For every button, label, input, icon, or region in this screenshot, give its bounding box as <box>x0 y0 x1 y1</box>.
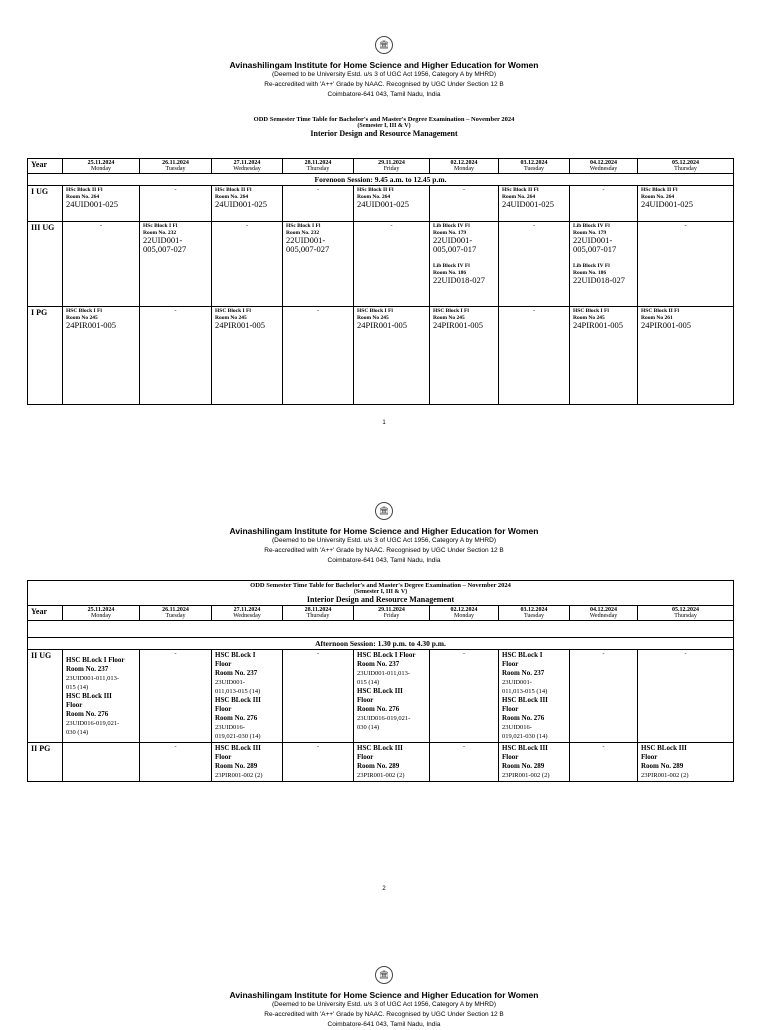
day-label: Monday <box>91 166 111 172</box>
department-name: Interior Design and Resource Management <box>306 595 455 604</box>
venue-line: Room No. 289 <box>215 762 258 770</box>
register-range: 22UID001- <box>286 235 326 245</box>
session-label: Afternoon Session: 1.30 p.m. to 4.30 p.m. <box>28 638 734 650</box>
date-header <box>63 606 140 621</box>
date-label: 05.12.2024 <box>672 160 699 166</box>
day-label: Thursday <box>674 613 697 619</box>
date-header-row <box>28 159 734 174</box>
venue-line: HSC BLock III <box>66 692 112 700</box>
register-range: 005,007-027 <box>143 244 187 254</box>
date-label: 26.11.2024 <box>162 160 189 166</box>
exam-slot <box>212 186 283 222</box>
register-range: 24PIR001-005 <box>215 320 266 330</box>
venue-line: Room No. 289 <box>357 762 400 770</box>
empty-slot: - <box>283 743 354 782</box>
empty-slot: - <box>140 650 212 743</box>
institute-logo-icon: 🏛 <box>375 502 393 520</box>
date-label: 04.12.2024 <box>590 607 617 613</box>
date-label: 25.11.2024 <box>87 607 115 613</box>
date-header <box>638 159 734 174</box>
register-range: 24PIR001-005 <box>573 320 624 330</box>
venue-line: Room No 245 <box>66 314 98 321</box>
empty-slot: - <box>283 186 354 222</box>
institute-line-3: Coimbatore-641 043, Tamil Nadu, India <box>327 91 441 98</box>
register-range: 22UID001- <box>573 235 613 245</box>
register-range: 23UID001-011,013- <box>357 670 411 677</box>
register-range: 24PIR001-005 <box>357 320 408 330</box>
exam-slot <box>499 743 570 782</box>
venue-line: HSC BLock I <box>215 651 256 659</box>
day-label: Monday <box>91 613 111 619</box>
forenoon-timetable <box>27 158 734 405</box>
venue-line: Room No. 237 <box>357 660 400 668</box>
date-header <box>430 606 499 621</box>
empty-slot: - <box>354 222 430 307</box>
exam-slot <box>212 307 283 405</box>
venue-line: Lib Block IV Fl <box>433 263 470 269</box>
exam-semester: (Semester I, III & V) <box>357 123 411 129</box>
date-label: 29.11.2024 <box>378 160 405 166</box>
exam-slot <box>638 307 734 405</box>
register-range: 005,007-017 <box>573 244 617 254</box>
venue-line: Room No. 289 <box>502 762 545 770</box>
venue-line: Lib Block IV Fl <box>573 263 610 269</box>
date-header <box>212 606 283 621</box>
register-range: 019,021-030 (14) <box>215 733 261 740</box>
institute-logo-icon: 🏛 <box>375 966 393 984</box>
exam-slot <box>354 186 430 222</box>
year-cell: II UG <box>28 650 63 743</box>
register-range: 22UID018-027 <box>433 275 485 285</box>
department-name: Interior Design and Resource Management <box>310 129 458 138</box>
institute-line-3: Coimbatore-641 043, Tamil Nadu, India <box>327 1021 441 1028</box>
table-row <box>28 743 734 782</box>
exam-title: ODD Semester Time Table for Bachelor's and Master's Degree Examination – November 2024 <box>250 582 511 589</box>
empty-slot: - <box>140 307 212 405</box>
date-label: 28.11.2024 <box>304 160 332 166</box>
day-label: Wednesday <box>589 166 618 172</box>
day-label: Thursday <box>674 166 697 172</box>
venue-line: Lib Block IV Fl <box>433 223 470 229</box>
empty-slot: - <box>430 650 499 743</box>
exam-slot <box>354 743 430 782</box>
venue-line: HSc Block II Fl <box>215 187 252 193</box>
register-range: 24UID001-025 <box>641 199 693 209</box>
exam-title: ODD Semester Time Table for Bachelor's and Master's Degree Examination – November 2024 <box>253 116 515 123</box>
venue-line: HSc Block II Fl <box>66 187 103 193</box>
institute-line-2: Re-accredited with 'A++' Grade by NAAC. Recognised by UGC Under Section 12 B <box>264 1011 504 1018</box>
date-header <box>212 159 283 174</box>
venue-line: Floor <box>215 753 232 761</box>
empty-slot: - <box>570 186 638 222</box>
venue-line: Room No. 237 <box>215 669 258 677</box>
empty-slot: - <box>140 743 212 782</box>
register-range: 015 (14) <box>357 679 380 686</box>
venue-line: Room No 245 <box>215 314 247 321</box>
table-row <box>28 650 734 743</box>
day-label: Tuesday <box>523 166 545 172</box>
date-label: 26.11.2024 <box>162 607 189 613</box>
venue-line: Floor <box>502 660 519 668</box>
venue-line: HSC Block I Fl <box>573 308 609 314</box>
date-header-row <box>28 606 734 621</box>
venue-line: HSC BLock I <box>502 651 543 659</box>
institute-line-1: (Deemed to be University Estd. u/s 3 of UGC Act 1956, Category A by MHRD) <box>272 1001 496 1008</box>
date-header <box>354 159 430 174</box>
table-row <box>28 307 734 405</box>
day-label: Thursday <box>306 613 330 619</box>
register-range: 011,013-015 (14) <box>215 688 261 695</box>
year-header: Year <box>28 159 63 174</box>
empty-slot: - <box>430 186 499 222</box>
venue-line: Floor <box>357 696 374 704</box>
table-row <box>28 186 734 222</box>
register-range: 005,007-027 <box>286 244 330 254</box>
venue-line: HSC BLock I Floor <box>66 656 125 664</box>
venue-line: HSC BLock III <box>215 744 261 752</box>
exam-slot <box>354 307 430 405</box>
session-row <box>28 638 734 650</box>
day-label: Monday <box>454 613 474 619</box>
date-label: 05.12.2024 <box>672 607 700 613</box>
venue-line: HSc Block II Fl <box>641 187 678 193</box>
venue-line: Room No 245 <box>573 314 605 321</box>
venue-line: Room No. 264 <box>215 193 249 200</box>
exam-slot <box>499 650 570 743</box>
day-label: Tuesday <box>165 166 186 172</box>
empty-slot: - <box>499 222 570 307</box>
session-row <box>28 174 734 186</box>
year-header: Year <box>28 606 63 621</box>
date-header <box>63 159 140 174</box>
date-label: 29.11.2024 <box>378 607 405 613</box>
exam-slot <box>212 650 283 743</box>
register-range: 23UID016-019,021- <box>357 715 411 722</box>
empty-slot: - <box>570 650 638 743</box>
spacer <box>573 254 634 263</box>
venue-line: HSc Block I Fl <box>286 223 321 229</box>
date-header <box>140 159 212 174</box>
venue-line: Room No. 264 <box>641 193 675 200</box>
exam-slot <box>63 650 140 743</box>
date-label: 02.12.2024 <box>450 607 478 613</box>
date-header <box>499 606 570 621</box>
register-range: 22UID001- <box>433 235 473 245</box>
date-label: 04.12.2024 <box>590 160 617 166</box>
day-label: Wednesday <box>233 613 261 619</box>
title-cell <box>28 581 734 606</box>
empty-slot: - <box>283 307 354 405</box>
institute-name: Avinashilingam Institute for Home Science and Higher Education for Women <box>229 526 539 536</box>
venue-line: HSC Block I Fl <box>357 308 393 314</box>
venue-line: Room No. 276 <box>215 714 258 722</box>
exam-slot <box>430 307 499 405</box>
date-header <box>430 159 499 174</box>
venue-line: Floor <box>215 705 232 713</box>
register-range: 24PIR001-005 <box>66 320 117 330</box>
afternoon-timetable <box>27 580 734 782</box>
register-range: 23PIR001-002 (2) <box>357 772 405 779</box>
venue-line: HSC Block I Fl <box>66 308 102 314</box>
register-range: 23UID016- <box>502 724 532 731</box>
venue-line: Room No 245 <box>433 314 465 321</box>
institute-logo-icon: 🏛 <box>375 36 393 54</box>
exam-slot <box>63 186 140 222</box>
spacer <box>433 254 495 263</box>
title-row <box>28 581 734 606</box>
venue-line: Room No. 232 <box>286 229 320 236</box>
register-range: 24PIR001-005 <box>641 320 692 330</box>
empty-slot: - <box>499 307 570 405</box>
page-1-header <box>0 36 768 100</box>
empty-slot: - <box>430 743 499 782</box>
day-label: Thursday <box>306 166 330 172</box>
empty-slot: - <box>570 743 638 782</box>
institute-line-2: Re-accredited with 'A++' Grade by NAAC. Recognised by UGC Under Section 12 B <box>264 81 504 88</box>
exam-slot <box>140 222 212 307</box>
venue-line: Room No. 179 <box>573 229 607 236</box>
date-label: 03.12.2024 <box>520 607 548 613</box>
page-number: 1 <box>382 420 386 426</box>
register-range: 22UID018-027 <box>573 275 625 285</box>
register-range: 030 (14) <box>66 729 89 736</box>
venue-line: Floor <box>66 701 83 709</box>
date-label: 27.11.2024 <box>233 607 261 613</box>
venue-line: Room No 245 <box>357 314 389 321</box>
institute-line-3: Coimbatore-641 043, Tamil Nadu, India <box>327 557 441 564</box>
venue-line: Room No. 264 <box>502 193 536 200</box>
institute-name: Avinashilingam Institute for Home Science and Higher Education for Women <box>229 990 539 1000</box>
empty-slot: - <box>283 650 354 743</box>
venue-line: Room No. 276 <box>66 710 109 718</box>
date-header <box>140 606 212 621</box>
venue-line: HSC Block I Fl <box>215 308 251 314</box>
venue-line: HSC Block I Fl <box>433 308 469 314</box>
venue-line: Room No 261 <box>641 314 673 321</box>
empty-slot: - <box>638 650 734 743</box>
exam-slot <box>283 222 354 307</box>
venue-line: HSc Block I Fl <box>143 223 178 229</box>
date-header <box>638 606 734 621</box>
institute-line-1: (Deemed to be University Estd. u/s 3 of UGC Act 1956, Category A by MHRD) <box>272 537 496 544</box>
register-range: 23PIR001-002 (2) <box>641 772 689 779</box>
register-range: 22UID001- <box>143 235 183 245</box>
year-cell: II PG <box>28 743 63 782</box>
register-range: 24UID001-025 <box>66 199 118 209</box>
empty-slot: - <box>638 222 734 307</box>
register-range: 011,013-015 (14) <box>502 688 548 695</box>
day-label: Friday <box>383 166 400 172</box>
day-label: Monday <box>454 166 474 172</box>
date-label: 28.11.2024 <box>304 607 332 613</box>
venue-line: Lib Block IV Fl <box>573 223 610 229</box>
exam-slot <box>638 186 734 222</box>
venue-line: HSC BLock III <box>502 696 548 704</box>
exam-slot <box>430 222 499 307</box>
register-range: 23UID001- <box>215 679 245 686</box>
register-range: 23PIR001-002 (2) <box>502 772 550 779</box>
venue-line: Room No. 237 <box>66 665 109 673</box>
exam-slot <box>638 743 734 782</box>
register-range: 23UID016-019,021- <box>66 720 120 727</box>
venue-line: Room No. 276 <box>357 705 400 713</box>
venue-line: Room No. 276 <box>502 714 545 722</box>
date-header <box>283 606 354 621</box>
page-number: 2 <box>382 886 386 892</box>
venue-line: Room No. 186 <box>573 269 607 276</box>
register-range: 23PIR001-002 (2) <box>215 772 263 779</box>
venue-line: HSC BLock III <box>215 696 261 704</box>
date-label: 27.11.2024 <box>233 160 261 166</box>
exam-slot <box>570 222 638 307</box>
institute-name: Avinashilingam Institute for Home Science and Higher Education for Women <box>229 60 539 70</box>
venue-line: HSc Block II Fl <box>502 187 539 193</box>
register-range: 24UID001-025 <box>215 199 267 209</box>
empty-slot: - <box>63 222 140 307</box>
date-header <box>499 159 570 174</box>
year-cell: III UG <box>28 222 63 307</box>
empty-slot <box>63 743 140 782</box>
exam-slot <box>354 650 430 743</box>
venue-line: Room No. 232 <box>143 229 177 236</box>
date-header <box>570 606 638 621</box>
date-header <box>283 159 354 174</box>
venue-line: Room No. 237 <box>502 669 545 677</box>
register-range: 005,007-017 <box>433 244 477 254</box>
venue-line: Floor <box>502 705 519 713</box>
day-label: Wednesday <box>589 613 618 619</box>
exam-slot <box>63 307 140 405</box>
venue-line: HSC BLock I Floor <box>357 651 416 659</box>
venue-line: HSC BLock III <box>641 744 687 752</box>
day-label: Wednesday <box>233 166 261 172</box>
exam-semester: (Semester I, III & V) <box>353 589 408 595</box>
venue-line: HSC Block II Fl <box>641 308 680 314</box>
venue-line: Room No. 264 <box>357 193 391 200</box>
venue-line: Room No. 289 <box>641 762 684 770</box>
spacer-row <box>28 621 734 638</box>
date-header <box>570 159 638 174</box>
venue-line: Room No. 179 <box>433 229 467 236</box>
date-label: 03.12.2024 <box>520 160 548 166</box>
venue-line: Room No. 264 <box>66 193 100 200</box>
register-range: 24UID001-025 <box>357 199 409 209</box>
empty-slot: - <box>140 186 212 222</box>
day-label: Friday <box>383 613 400 619</box>
venue-line: HSc Block II Fl <box>357 187 394 193</box>
venue-line: Floor <box>357 753 374 761</box>
year-cell: I PG <box>28 307 63 405</box>
day-label: Tuesday <box>165 613 186 619</box>
exam-slot <box>499 186 570 222</box>
year-cell: I UG <box>28 186 63 222</box>
register-range: 24PIR001-005 <box>433 320 484 330</box>
venue-line: Floor <box>215 660 232 668</box>
day-label: Tuesday <box>523 613 545 619</box>
register-range: 015 (14) <box>66 684 89 691</box>
register-range: 019,021-030 (14) <box>502 733 548 740</box>
date-label: 25.11.2024 <box>87 160 115 166</box>
empty-slot: - <box>212 222 283 307</box>
register-range: 24UID001-025 <box>502 199 554 209</box>
venue-line: Floor <box>641 753 658 761</box>
register-range: 23UID001-011,013- <box>66 675 120 682</box>
venue-line: HSC BLock III <box>357 744 403 752</box>
venue-line: HSC BLock III <box>502 744 548 752</box>
exam-slot <box>570 307 638 405</box>
institute-line-2: Re-accredited with 'A++' Grade by NAAC. Recognised by UGC Under Section 12 B <box>264 547 504 554</box>
page-3-header <box>0 966 768 1030</box>
table-row <box>28 222 734 307</box>
register-range: 030 (14) <box>357 724 380 731</box>
session-label: Forenoon Session: 9.45 a.m. to 12.45 p.m. <box>28 174 734 186</box>
date-header <box>354 606 430 621</box>
venue-line: Floor <box>502 753 519 761</box>
venue-line: Room No. 186 <box>433 269 467 276</box>
institute-line-1: (Deemed to be University Estd. u/s 3 of UGC Act 1956, Category A by MHRD) <box>272 71 496 78</box>
spacer-cell <box>28 621 734 638</box>
venue-line: HSC BLock III <box>357 687 403 695</box>
date-label: 02.12.2024 <box>450 160 478 166</box>
exam-slot <box>212 743 283 782</box>
register-range: 23UID001- <box>502 679 532 686</box>
page-2-header <box>0 502 768 566</box>
register-range: 23UID016- <box>215 724 245 731</box>
